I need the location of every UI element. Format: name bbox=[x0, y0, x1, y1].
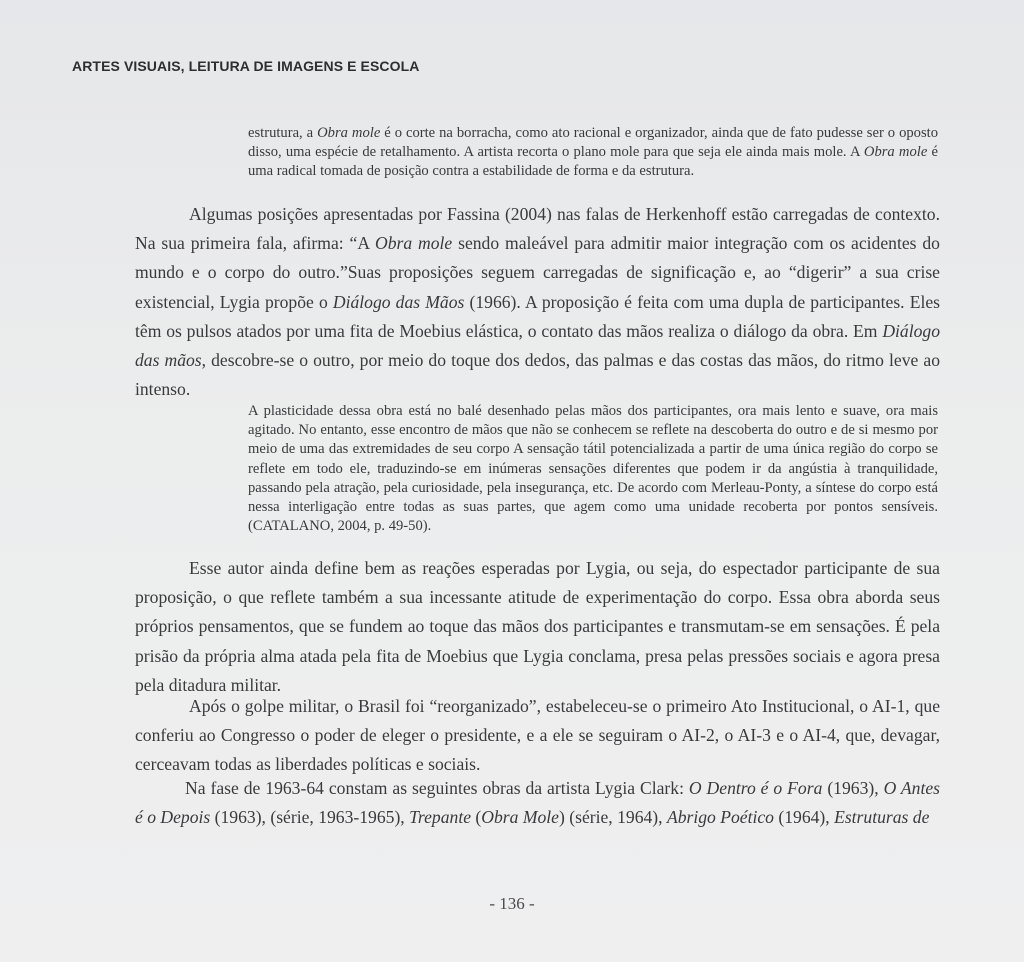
paragraph-text bbox=[135, 200, 940, 404]
italic-title: Diálogo das mãos bbox=[135, 320, 940, 371]
italic-title: Estruturas de bbox=[834, 807, 930, 828]
body-paragraph-2 bbox=[135, 554, 940, 700]
text-run: é uma radical tomada de posição contra a estabilidade de forma e da estrutura. bbox=[248, 144, 938, 180]
italic-title: Obra mole bbox=[863, 144, 928, 161]
running-header: ARTES VISUAIS, LEITURA DE IMAGENS E ESCOLA bbox=[72, 58, 420, 74]
block-quote-text bbox=[248, 124, 938, 182]
page-number: - 136 - bbox=[489, 894, 535, 913]
block-quote-continued bbox=[248, 124, 938, 182]
text-run: sendo maleável para admitir maior integração com os acidentes do mundo e o corpo do outro.”Suas proposições seguem carregadas de significação e, ao “digerir” a sua crise existencial, Lygia propõe o bbox=[135, 233, 940, 312]
block-quote-catalano bbox=[248, 402, 938, 536]
italic-title: Diálogo das Mãos bbox=[332, 291, 465, 312]
italic-title: Abrigo Poético bbox=[666, 807, 774, 828]
text-run: ) (série, 1964), bbox=[558, 807, 667, 828]
text-run: A plasticidade dessa obra está no balé desenhado pelas mãos dos participantes, ora mais lento e suave, ora mais agitado. No entanto, esse encontro de mãos que não se conhecem se reflete na descoberta do outro e de si mesmo por meio de uma das extremidades de seu corpo A sensação tátil potencializada a partir de uma única região do corpo se reflete em todo ele, traduzindo-se em inúmeras sensações diferentes que podem ir da angústia à tranquilidade, passando pela atração, pela curiosidade, pela insegurança, etc. De acordo com Merleau-Ponty, a síntese do corpo está nessa interligação entre todas as suas partes, que agem como uma unidade recoberta por pontos sensíveis. (CATALANO, 2004, p. 49-50). bbox=[248, 403, 938, 535]
text-run: estrutura, a bbox=[248, 125, 318, 141]
italic-title: Obra mole bbox=[317, 125, 381, 141]
italic-title: Obra mole bbox=[374, 233, 453, 254]
text-run: (1963), bbox=[822, 778, 884, 798]
text-run: Algumas posições apresentadas por Fassina (2004) nas falas de Herkenhoff estão carregadas de contexto. Na sua primeira fala, afirma: “A bbox=[135, 204, 940, 254]
text-run: é o corte na borracha, como ato racional e organizador, ainda que de fato pudesse ser o oposto disso, uma espécie de retalhamento. A artista recorta o plano mole para que seja ele ainda mais mole. A bbox=[248, 125, 938, 161]
text-run: ( bbox=[471, 807, 482, 828]
italic-title: O Dentro é o Fora bbox=[688, 778, 823, 798]
block-quote-text bbox=[248, 402, 938, 536]
italic-title: Obra Mole bbox=[481, 807, 559, 828]
text-run: (1966). A proposição é feita com uma dupla de participantes. Eles têm os pulsos atados por uma fita de Moebius elástica, o contato das mãos realiza o diálogo da obra. Em bbox=[135, 291, 940, 341]
text-run: Na fase de 1963-64 constam as seguintes obras da artista Lygia Clark: bbox=[185, 778, 689, 798]
text-run: (1963), (série, 1963-1965), bbox=[210, 807, 410, 828]
body-paragraph-1 bbox=[135, 200, 940, 404]
paragraph-text bbox=[135, 554, 940, 700]
body-paragraph-4 bbox=[135, 774, 940, 832]
text-run: Esse autor ainda define bem as reações esperadas por Lygia, ou seja, do espectador participante de sua proposição, o que reflete também a sua incessante atitude de experimentação do corpo. Essa obra aborda seus próprios pensamentos, que se fundem ao toque das mãos dos participantes e transmutam-se em sensações. É pela prisão da própria alma atada pela fita de Moebius que Lygia conclama, presa pelas pressões sociais e agora presa pela ditadura militar. bbox=[135, 558, 940, 695]
italic-title: O Antes é o Depois bbox=[135, 778, 940, 828]
text-run: , descobre-se o outro, por meio do toque dos dedos, das palmas e das costas das mãos, do ritmo leve ao intenso. bbox=[135, 350, 940, 400]
text-run: (1964), bbox=[773, 807, 835, 828]
italic-title: Trepante bbox=[409, 807, 472, 828]
paragraph-text bbox=[135, 692, 940, 780]
body-paragraph-3 bbox=[135, 692, 940, 780]
text-run: Após o golpe militar, o Brasil foi “reorganizado”, estabeleceu-se o primeiro Ato Institucional, o AI-1, que conferiu ao Congresso o poder de eleger o presidente, e a ele se seguiram o AI-2, o AI-3 e o AI-4, que, devagar, cerceavam todas as liberdades políticas e sociais. bbox=[135, 696, 940, 775]
paragraph-text bbox=[135, 774, 940, 832]
